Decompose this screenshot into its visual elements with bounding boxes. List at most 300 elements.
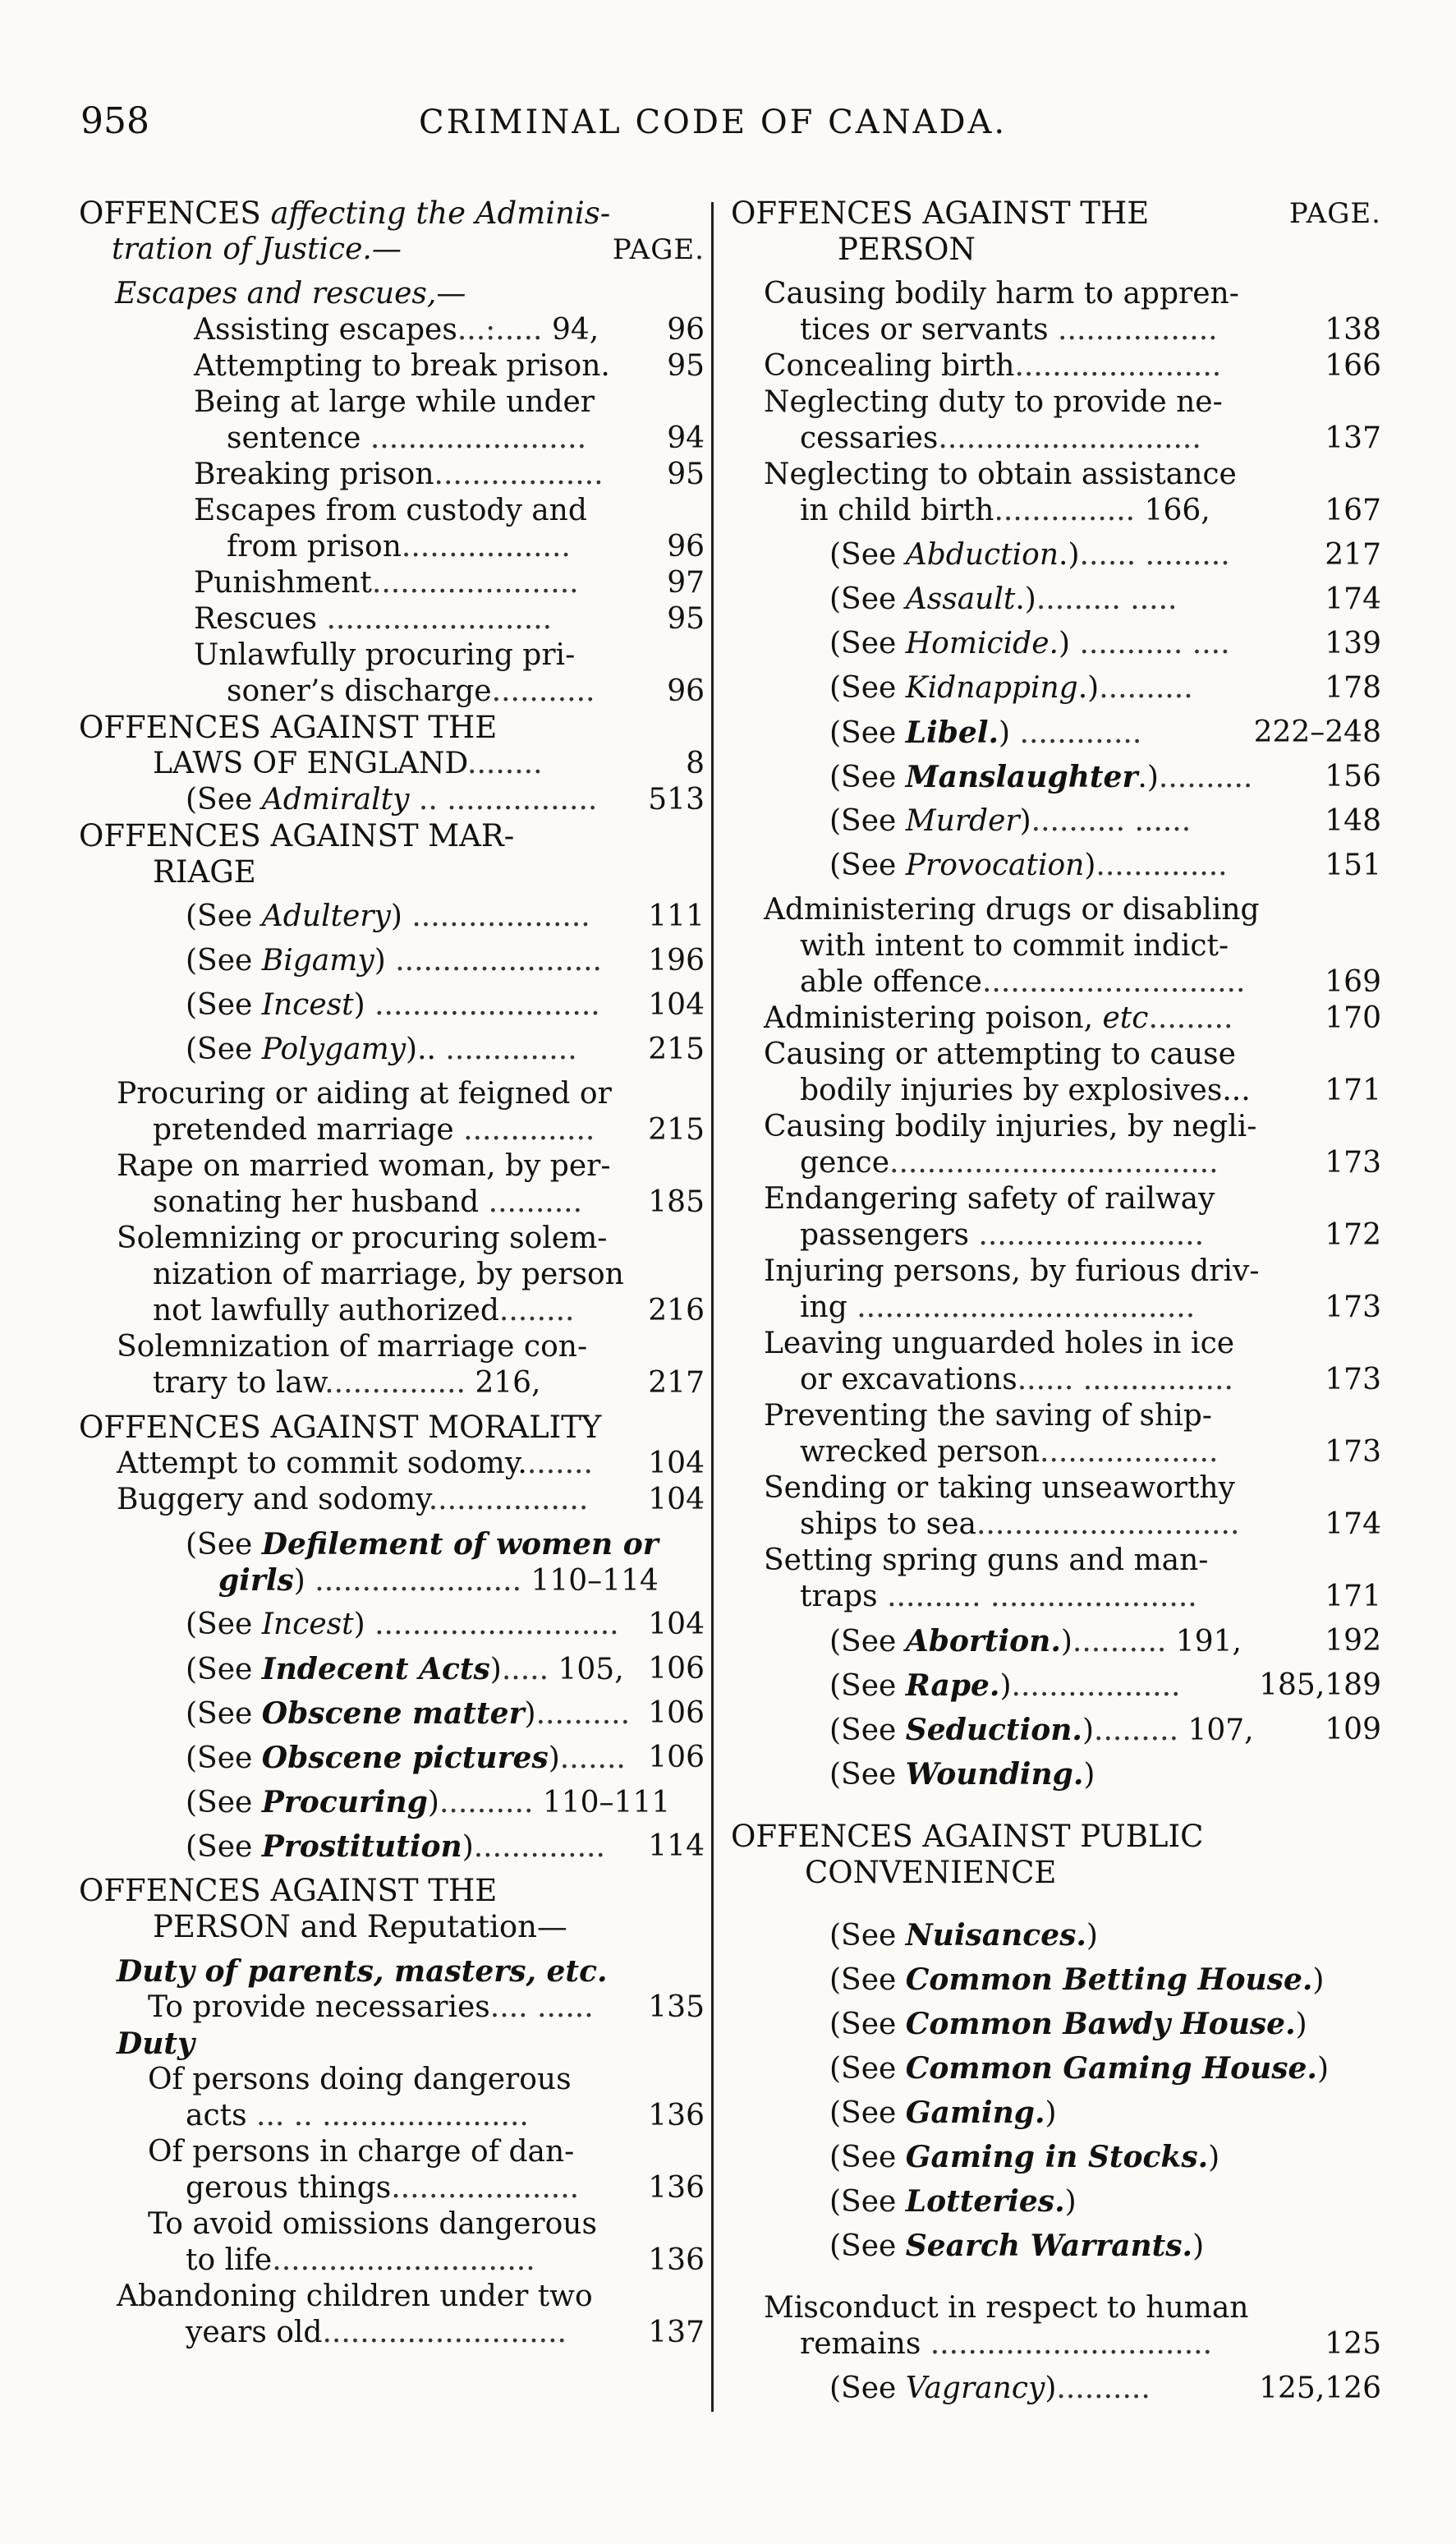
entry-text-segment: Gaming.	[905, 2095, 1045, 2130]
entry-text	[79, 1873, 497, 1909]
entry-text-segment: Solemnization of marriage con-	[117, 1330, 588, 1364]
entry-text-segment: Causing or attempting to cause	[764, 1037, 1236, 1071]
dot-leader: .......... ......................	[877, 1580, 1197, 1613]
entry-text	[186, 1784, 670, 1821]
entry-text-segment: .)	[1137, 761, 1159, 794]
page-ref: 172	[1325, 1218, 1381, 1252]
index-entry-line	[731, 1756, 1381, 1792]
entry-text-segment: )	[1045, 2371, 1057, 2405]
entry-text	[112, 232, 402, 268]
index-entry-line	[731, 232, 1381, 268]
entry-text	[186, 2315, 567, 2351]
dot-leader: ...................	[1040, 1435, 1219, 1469]
entry-text-segment: 216,	[465, 1366, 541, 1400]
dot-leader: ......... .....	[1036, 582, 1178, 616]
index-entry-line	[79, 1293, 705, 1329]
index-entry-line	[79, 1482, 705, 1518]
index-entry-line	[79, 943, 705, 979]
index-entry-line	[731, 964, 1381, 1001]
index-entry-line	[79, 1909, 705, 1945]
dot-leader: ...................	[402, 899, 590, 933]
entry-text-segment: OFFENCES AGAINST MORALITY	[79, 1410, 602, 1445]
index-entry-line	[731, 1507, 1381, 1543]
entry-text-segment: )..	[406, 1033, 436, 1066]
dot-leader: .................	[1048, 313, 1218, 347]
entry-text-segment: )	[489, 1653, 502, 1686]
entry-text	[117, 1446, 593, 1482]
index-entry-line	[731, 384, 1381, 421]
entry-text-segment: )	[353, 988, 365, 1022]
entry-text-segment: gerous things	[186, 2171, 392, 2205]
page-ref: 167	[1325, 494, 1381, 527]
entry-text	[731, 1819, 1203, 1855]
entry-text	[79, 818, 514, 854]
page-header	[80, 100, 1427, 150]
entry-text-segment: not lawfully authorized	[153, 1294, 499, 1327]
page-ref: 114	[648, 1829, 705, 1863]
entry-text	[218, 1562, 659, 1599]
dot-leader: .........	[1094, 1714, 1179, 1747]
dot-leader: ........	[498, 1294, 575, 1327]
page-ref: 104	[648, 1608, 705, 1641]
entry-text-segment: CONVENIENCE	[805, 1855, 1057, 1890]
dot-leader: ..................	[434, 458, 604, 491]
page-column-label: PAGE.	[612, 233, 705, 266]
entry-text-segment: Obscene pictures	[261, 1741, 549, 1775]
index-entry-line	[79, 276, 705, 312]
page-ref: 109	[1325, 1713, 1381, 1746]
entry-text-segment: )	[1083, 1758, 1095, 1792]
index-entry-line	[79, 1148, 705, 1185]
entry-text	[829, 2228, 1204, 2265]
entry-text-segment: To avoid omissions dangerous	[148, 2207, 597, 2241]
page-ref: 170	[1325, 1001, 1381, 1035]
entry-text-segment: sentence	[227, 421, 370, 455]
entry-text	[800, 1145, 1219, 1181]
index-entry-line	[79, 987, 705, 1024]
entry-text	[829, 2183, 1077, 2220]
index-entry-line	[731, 312, 1381, 348]
entry-text-segment: Injuring persons, by furious driv-	[764, 1254, 1260, 1288]
entry-text	[186, 987, 600, 1024]
page-ref: 111	[648, 899, 705, 933]
dot-leader: ..............	[1095, 849, 1228, 882]
entry-text-segment: OFFENCES AGAINST MAR-	[79, 818, 515, 853]
dot-leader: ..........	[535, 1697, 631, 1731]
entry-text-segment: (See	[829, 2052, 906, 2086]
entry-text-segment: )	[1019, 804, 1031, 838]
index-entry-line	[79, 674, 705, 710]
index-entry-line	[79, 1112, 705, 1148]
dot-leader: ............................	[981, 965, 1246, 999]
index-entry-line	[731, 2139, 1381, 2175]
dot-leader: ...:.....	[457, 313, 543, 347]
index-entry-line	[79, 601, 705, 637]
dot-leader: ... .. ......................	[246, 2099, 529, 2132]
entry-text-segment: 107,	[1178, 1714, 1254, 1747]
entry-text-segment: (See	[186, 1697, 262, 1731]
entry-text-segment: traps	[800, 1580, 878, 1613]
entry-text	[800, 1217, 1204, 1254]
index-entry-line	[731, 1855, 1381, 1891]
page-ref: 8	[686, 747, 705, 780]
entry-text	[186, 1829, 605, 1865]
entry-text-segment: Punishment	[194, 566, 372, 600]
dot-leader: .............	[1010, 716, 1142, 750]
entry-text-segment: Neglecting duty to provide ne-	[764, 385, 1223, 419]
entry-text	[764, 892, 1260, 928]
entry-text-segment: Abortion.	[905, 1624, 1061, 1658]
entry-text	[829, 2006, 1307, 2043]
entry-text-segment: acts	[186, 2099, 247, 2132]
entry-text	[764, 1001, 1233, 1037]
entry-text	[153, 746, 543, 782]
entry-text-segment: PERSON and Reputation—	[153, 1909, 567, 1944]
entry-text	[829, 1756, 1095, 1793]
entry-text-segment: Vagrancy	[905, 2371, 1045, 2405]
entry-text-segment: Escapes and rescues,—	[115, 277, 466, 311]
entry-text-segment: )	[1086, 1919, 1098, 1953]
dot-leader: .......	[559, 1741, 626, 1775]
page-ref: 196	[648, 944, 705, 978]
entry-text-segment: Bigamy	[261, 944, 374, 978]
entry-text	[117, 1148, 611, 1185]
page-ref: 222–248	[1253, 715, 1381, 749]
entry-text	[227, 529, 571, 565]
page-ref: 216	[648, 1294, 705, 1327]
index-entry-line	[731, 670, 1381, 706]
entry-text-segment: Neglecting to obtain assistance	[764, 458, 1237, 491]
page-ref: 106	[648, 1696, 705, 1730]
entry-text-segment: from prison	[227, 530, 402, 564]
entry-text	[194, 384, 595, 421]
entry-text-segment: remains	[800, 2327, 921, 2361]
entry-text-segment: tration of Justice.—	[112, 232, 402, 266]
page-ref: 135	[648, 1990, 705, 2024]
entry-text	[764, 348, 1221, 384]
dot-leader: ..............................	[921, 2327, 1213, 2361]
index-entry-line	[731, 2228, 1381, 2264]
entry-text-segment: .)	[1059, 538, 1080, 572]
index-entry-line	[79, 1221, 705, 1257]
entry-text-segment: Defilement of women or	[261, 1527, 659, 1562]
page-ref: 95	[667, 458, 705, 491]
dot-leader: ......................	[371, 566, 579, 600]
index-entry-line	[731, 1109, 1381, 1145]
entry-text-segment: Rape.	[905, 1668, 1000, 1703]
entry-text-segment: OFFENCES AGAINST THE	[731, 196, 1150, 231]
dot-leader: ..........	[1099, 671, 1193, 705]
entry-text-segment: (See	[829, 1669, 906, 1703]
entry-text	[115, 276, 466, 312]
entry-text	[194, 493, 587, 529]
entry-text-segment: Procuring or aiding at feigned or	[117, 1077, 612, 1111]
index-entry-line	[79, 1829, 705, 1865]
page-ref: 95	[667, 602, 705, 636]
page-ref: 217	[1325, 538, 1381, 572]
index-entry-line	[731, 892, 1381, 928]
entry-text	[153, 1257, 624, 1293]
page-ref: 148	[1325, 804, 1381, 838]
index-entry-line	[731, 537, 1381, 573]
entry-text-segment: able offence	[800, 965, 982, 999]
entry-text-segment: trary to law	[153, 1366, 325, 1400]
index-entry-line	[79, 2098, 705, 2134]
page-ref: 173	[1325, 1435, 1381, 1469]
dot-leader: .......................	[370, 421, 587, 455]
entry-text-segment: Manslaughter	[905, 760, 1138, 794]
entry-text-segment: )	[427, 1786, 439, 1819]
dot-leader: ..........	[479, 1185, 583, 1219]
entry-text	[79, 1410, 601, 1446]
entry-text-segment: (See	[186, 783, 262, 817]
entry-text	[764, 384, 1223, 421]
entry-text-segment: with intent to commit indict-	[800, 929, 1229, 963]
entry-text-segment: cessaries	[800, 421, 939, 455]
entry-text-segment: (See	[829, 1919, 906, 1953]
entry-text	[764, 1037, 1236, 1073]
page-ref: 95	[667, 349, 705, 383]
entry-text	[731, 196, 1149, 232]
entry-text	[800, 1579, 1197, 1615]
dot-leader: ...............	[994, 494, 1136, 527]
index-entry-line	[79, 1953, 705, 1990]
entry-text	[153, 1112, 595, 1148]
entry-text	[117, 1329, 587, 1365]
entry-text-segment: Breaking prison	[194, 458, 434, 491]
entry-text-segment: Assault	[905, 582, 1016, 616]
page-ref: 513	[648, 783, 705, 817]
index-entry-line	[79, 493, 705, 529]
entry-text	[186, 2170, 579, 2206]
page-ref: 136	[648, 2243, 705, 2277]
index-entry-line	[731, 1712, 1381, 1748]
entry-text-segment: Common Gaming House.	[905, 2051, 1317, 2086]
index-entry-line	[731, 1362, 1381, 1398]
entry-text-segment: Administering poison,	[764, 1001, 1103, 1035]
entry-text-segment: )	[524, 1697, 536, 1731]
dot-leader: ............................	[272, 2243, 535, 2277]
index-entry-line	[731, 1668, 1381, 1704]
index-entry-line	[79, 854, 705, 890]
page-column-label: PAGE.	[1288, 197, 1381, 230]
page-ref: 106	[648, 1652, 705, 1686]
index-entry-line	[79, 818, 705, 854]
index-entry-line	[79, 1185, 705, 1221]
entry-text-segment: )	[1192, 2229, 1205, 2263]
entry-text-segment: (See	[186, 1608, 262, 1641]
index-entry-line	[731, 1543, 1381, 1579]
page-ref: 185,189	[1259, 1668, 1381, 1702]
index-entry-line	[731, 1623, 1381, 1659]
entry-text	[829, 759, 1252, 796]
entry-text-segment: (See	[829, 2371, 906, 2405]
entry-text-segment: (See	[186, 1741, 262, 1775]
entry-text-segment: Misconduct in respect to human	[764, 2291, 1249, 2325]
entry-text-segment: (See	[186, 1033, 262, 1066]
entry-text	[829, 537, 1230, 573]
index-entry-line	[731, 1181, 1381, 1217]
index-entry-line	[731, 1434, 1381, 1470]
entry-text	[829, 848, 1228, 884]
entry-text-segment: 105,	[549, 1653, 624, 1686]
index-entry-line	[79, 782, 705, 818]
entry-text-segment: affecting the Adminis-	[270, 196, 611, 231]
page-ref: 106	[648, 1741, 705, 1774]
entry-text-segment: (See	[829, 1758, 906, 1792]
entry-text-segment: passengers	[800, 1218, 969, 1252]
dot-leader: .......... ......	[1031, 804, 1192, 838]
entry-text	[829, 626, 1230, 662]
entry-text	[829, 803, 1191, 840]
entry-text-segment: Duty of parents, masters, etc.	[117, 1954, 608, 1989]
entry-text	[764, 1181, 1215, 1217]
dot-leader: ........................	[326, 602, 553, 636]
page-ref: 138	[1325, 313, 1381, 347]
entry-text-segment: in child birth	[800, 494, 994, 527]
dot-leader: ..........	[1056, 2371, 1151, 2405]
page-ref: 215	[648, 1033, 705, 1066]
entry-text-segment: girls	[218, 1563, 294, 1598]
index-entry-line	[79, 529, 705, 565]
entry-text-segment: (See	[829, 2141, 906, 2174]
entry-text-segment: )	[1084, 849, 1096, 882]
entry-text	[800, 493, 1210, 529]
entry-text-segment: (See	[829, 1714, 906, 1747]
entry-text-segment: PERSON	[838, 232, 976, 267]
entry-text-segment: ing	[800, 1290, 847, 1324]
entry-text-segment: (See	[829, 627, 906, 660]
page-ref: 185	[648, 1185, 705, 1219]
entry-text	[829, 2095, 1057, 2132]
entry-text-segment: .)	[1015, 582, 1036, 616]
index-entry-line	[731, 1073, 1381, 1109]
entry-text-segment: Attempting to break prison.	[194, 349, 610, 383]
page-ref: 137	[648, 2316, 705, 2349]
index-entry-line	[731, 715, 1381, 751]
entry-text-segment: Concealing birth	[764, 349, 1015, 383]
dot-leader: ..................	[401, 530, 571, 564]
page-ref: 97	[667, 566, 705, 600]
index-entry-line	[79, 1990, 705, 2026]
index-entry-line	[731, 1819, 1381, 1855]
page-ref: 169	[1325, 965, 1381, 999]
entry-text-segment: .)	[1077, 671, 1100, 705]
entry-text-segment: Seduction.	[905, 1713, 1082, 1747]
page-ref: 94	[667, 421, 705, 455]
entry-text-segment: (See	[829, 582, 906, 616]
entry-text	[153, 1185, 582, 1221]
dot-leader: ..........................	[322, 2316, 567, 2349]
page-ref: 104	[648, 1483, 705, 1516]
entry-text	[194, 348, 610, 384]
page-ref: 174	[1325, 1507, 1381, 1541]
page-ref: 136	[648, 2171, 705, 2205]
entry-text-segment: )	[353, 1608, 365, 1641]
entry-text	[186, 943, 602, 979]
dot-leader: ............................	[976, 1507, 1240, 1541]
entry-text-segment: Duty	[117, 2026, 195, 2061]
index-entry-line	[79, 457, 705, 493]
entry-text-segment: soner’s discharge	[227, 674, 492, 708]
dot-leader: ...................................	[889, 1146, 1219, 1180]
entry-text	[764, 1254, 1260, 1290]
entry-text	[829, 715, 1141, 752]
entry-text	[764, 1470, 1235, 1507]
entry-text-segment: )	[1082, 1714, 1095, 1747]
entry-text	[153, 1293, 574, 1329]
dot-leader: ..........	[439, 1786, 534, 1819]
entry-text	[186, 1695, 630, 1732]
entry-text-segment: 191,	[1166, 1625, 1242, 1658]
entry-text	[194, 637, 575, 674]
dot-leader: ...........	[491, 674, 595, 708]
page-ref: 125,126	[1259, 2371, 1381, 2405]
entry-text-segment: OFFENCES AGAINST PUBLIC	[731, 1819, 1204, 1854]
entry-text-segment: Sending or taking unseaworthy	[764, 1471, 1235, 1505]
dot-leader: ........................	[968, 1218, 1205, 1252]
page-ref: 137	[1325, 421, 1381, 455]
entry-text	[829, 2139, 1219, 2176]
index-entry-line	[79, 1740, 705, 1776]
entry-text-segment: )	[1208, 2141, 1220, 2174]
index-entry-line	[79, 1607, 705, 1643]
index-entry-line	[79, 899, 705, 935]
index-entry-line	[731, 1470, 1381, 1507]
entry-text-segment: ships to sea	[800, 1507, 976, 1541]
index-entry-line	[79, 2026, 705, 2062]
entry-text	[829, 582, 1178, 618]
entry-text-segment: )	[1312, 1963, 1325, 1997]
entry-text	[764, 1109, 1256, 1145]
dot-leader: ....................................	[847, 1290, 1196, 1324]
dot-leader: ...... ................	[1017, 1363, 1233, 1396]
entry-text-segment: Incest	[261, 1608, 354, 1641]
entry-text	[148, 1990, 594, 2026]
entry-text	[829, 2050, 1329, 2087]
index-entry-line	[79, 2062, 705, 2098]
entry-text	[186, 1032, 577, 1068]
index-entry-line	[731, 582, 1381, 618]
entry-text-segment: )	[1045, 2096, 1057, 2130]
entry-text-segment: )	[1295, 2008, 1307, 2041]
entry-text	[79, 710, 497, 746]
entry-text-segment: (See	[829, 671, 906, 705]
entry-text	[800, 421, 1201, 457]
entry-text-segment: Procuring	[261, 1785, 428, 1819]
entry-text-segment: or excavations	[800, 1363, 1017, 1396]
entry-text-segment: (See	[186, 1786, 262, 1819]
entry-text	[829, 1668, 1180, 1704]
entry-text-segment: (See	[186, 899, 262, 933]
page-ref: 171	[1325, 1580, 1381, 1613]
entry-text-segment: 110–111	[533, 1786, 671, 1819]
page-ref: 151	[1325, 849, 1381, 882]
entry-text-segment: (See	[186, 988, 262, 1022]
page-ref: 174	[1325, 582, 1381, 616]
index-entry-line	[731, 2006, 1381, 2042]
entry-text-segment: pretended marriage	[153, 1113, 454, 1147]
entry-text-segment: 110–114	[521, 1564, 659, 1598]
index-entry-line	[731, 1145, 1381, 1181]
entry-text	[186, 1607, 619, 1643]
index-entry-line	[79, 710, 705, 746]
dot-leader: ...............	[324, 1366, 466, 1400]
entry-text-segment: Attempt to commit sodomy.	[117, 1447, 527, 1480]
entry-text-segment: (See	[829, 1963, 906, 1997]
page-ref: 215	[648, 1113, 705, 1147]
entry-text	[153, 1909, 567, 1945]
